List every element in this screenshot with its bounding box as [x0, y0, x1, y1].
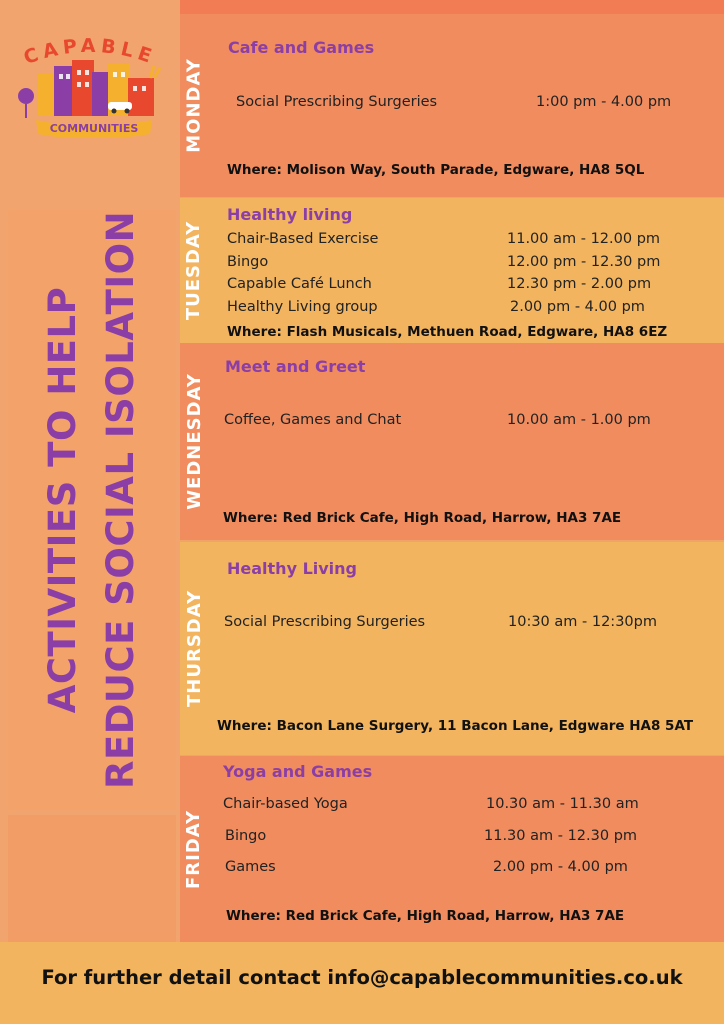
tuesday-activity-time-1: 11.00 am - 12.00 pm: [507, 231, 661, 247]
thursday-activity-time: 10:30 am - 12:30pm: [508, 614, 657, 630]
friday-label: [180, 756, 208, 942]
thursday-where: Where: Bacon Lane Surgery, 11 Bacon Lane, Edgware HA8 5AT: [217, 718, 694, 734]
friday-activity-name-1: Chair-based Yoga: [223, 796, 348, 812]
tuesday-activity-name-1: Chair-Based Exercise: [227, 231, 379, 247]
thursday-activity-name: Social Prescribing Surgeries: [224, 614, 426, 630]
friday-activity-name-3: Games: [225, 859, 276, 875]
tuesday-where: Where: Flash Musicals, Methuen Road, Edgware, HA8 6EZ: [227, 324, 668, 340]
tuesday-activity-time-4: 2.00 pm - 4.00 pm: [510, 299, 645, 315]
thursday-label: [180, 542, 208, 755]
tuesday-activity-time-2: 12.00 pm - 12.30 pm: [507, 254, 661, 270]
tuesday-category: Healthy living: [227, 205, 353, 224]
friday-activity-time-2: 11.30 am - 12.30 pm: [484, 828, 638, 844]
tuesday-activity-name-2: Bingo: [227, 254, 269, 270]
wednesday-label: [180, 343, 208, 540]
friday-block: [180, 756, 724, 942]
capable-communities-logo: [10, 38, 170, 138]
thursday-block: [180, 542, 724, 755]
wednesday-where: Where: Red Brick Cafe, High Road, Harrow, HA3 7AE: [223, 510, 622, 526]
friday-activity-name-2: Bingo: [225, 828, 267, 844]
tuesday-label: [180, 198, 208, 343]
tuesday-activity-name-3: Capable Café Lunch: [227, 276, 372, 292]
friday-label-text: FRIDAY: [183, 809, 205, 889]
wednesday-block: [180, 343, 724, 540]
wednesday-activity-time: 10.00 am - 1.00 pm: [507, 412, 651, 428]
wednesday-label-text: WEDNESDAY: [183, 373, 205, 510]
friday-activity-time-3: 2.00 pm - 4.00 pm: [493, 859, 628, 875]
friday-where: Where: Red Brick Cafe, High Road, Harrow, HA3 7AE: [226, 908, 625, 924]
top-strip: [180, 0, 724, 14]
monday-where: Where: Molison Way, South Parade, Edgware, HA8 5QL: [227, 162, 645, 178]
thursday-category: Healthy Living: [227, 559, 357, 578]
thursday-label-text: THURSDAY: [183, 590, 205, 707]
logo-text-communities: COMMUNITIES: [49, 122, 139, 135]
heading-line-2: REDUCE SOCIAL ISOLATION: [99, 210, 142, 790]
wednesday-activity-name: Coffee, Games and Chat: [224, 412, 402, 428]
monday-activity-time: 1:00 pm - 4.00 pm: [536, 94, 672, 110]
monday-category: Cafe and Games: [228, 38, 375, 57]
footer: [0, 942, 724, 1024]
heading-line-1: ACTIVITIES TO HELP: [41, 286, 84, 714]
tuesday-label-text: TUESDAY: [183, 220, 205, 321]
tuesday-block: [180, 198, 724, 343]
main-heading: [32, 200, 152, 800]
friday-category: Yoga and Games: [223, 762, 373, 781]
tuesday-activity-name-4: Healthy Living group: [227, 299, 378, 315]
tuesday-activity-time-3: 12.30 pm - 2.00 pm: [507, 276, 652, 292]
footer-contact-text: For further detail contact info@capablecommunities.co.uk: [41, 966, 683, 989]
left-bottom-panel: [8, 815, 176, 942]
monday-label: [180, 14, 208, 197]
monday-activity-name: Social Prescribing Surgeries: [236, 94, 438, 110]
monday-block: [180, 14, 724, 197]
wednesday-category: Meet and Greet: [225, 357, 366, 376]
logo-text-capable: CAPABLE: [20, 38, 160, 69]
monday-label-text: MONDAY: [183, 58, 205, 153]
friday-activity-time-1: 10.30 am - 11.30 am: [486, 796, 639, 812]
